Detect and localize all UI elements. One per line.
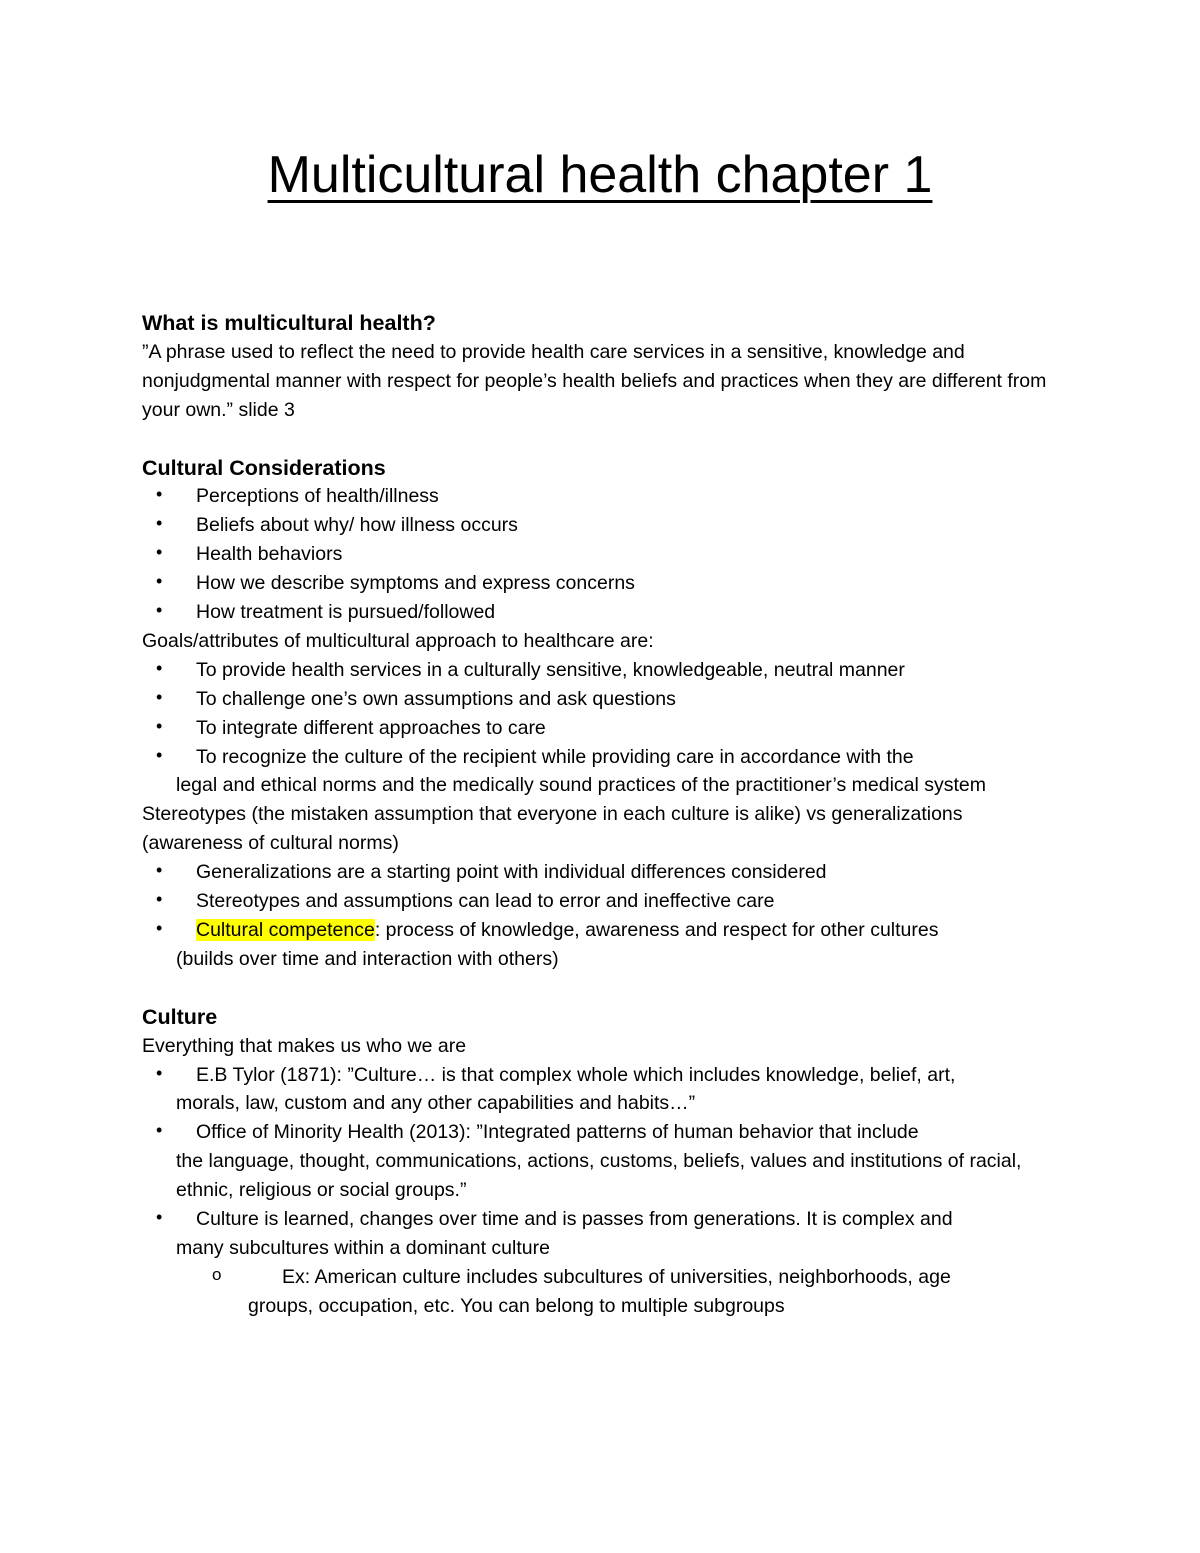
bullet-icon: • <box>156 1062 163 1083</box>
document-title: Multicultural health chapter 1 <box>267 146 933 204</box>
list-item: • How we describe symptoms and express concerns <box>142 569 1062 598</box>
document-body <box>142 309 1062 1321</box>
sub-list-item: o Ex: American culture includes subcultures of universities, neighborhoods, age groups, occupation, etc. You can belong to multiple subgroups <box>142 1263 1062 1321</box>
list-item: • How treatment is pursued/followed <box>142 598 1062 627</box>
list-item: • To provide health services in a culturally sensitive, knowledgeable, neutral manner <box>142 656 1062 685</box>
bullet-icon: • <box>156 1120 163 1141</box>
culture-sublist <box>196 1263 1062 1321</box>
bullet-icon: • <box>156 744 163 765</box>
stereotypes-list <box>142 858 1062 974</box>
bullet-icon: • <box>156 513 163 534</box>
list-item: • Cultural competence: process of knowledge, awareness and respect for other cultures (builds over time and interaction with others) <box>142 916 1062 974</box>
list-item: • To recognize the culture of the recipient while providing care in accordance with the legal and ethical norms and the medically sound practices of the practitioner’s medical system <box>142 743 1062 801</box>
considerations-list <box>142 482 1062 627</box>
culture-list <box>142 1061 1062 1321</box>
section-heading-culture: Culture <box>142 1004 218 1029</box>
definition-quote: ”A phrase used to reflect the need to provide health care services in a sensitive, knowledge and nonjudgmental manner with respect for people’s health beliefs and practices when they are different from your own.” slide 3 <box>142 340 1047 421</box>
list-item: • E.B Tylor (1871): ”Culture… is that complex whole which includes knowledge, belief, art, morals, law, custom and any other capabilities and habits…” <box>142 1061 1062 1119</box>
stereotypes-intro: Stereotypes (the mistaken assumption that everyone in each culture is alike) vs generalizations (awareness of cultural norms) <box>142 803 963 855</box>
bullet-icon: • <box>156 571 163 592</box>
bullet-icon: • <box>156 860 163 881</box>
bullet-icon: • <box>156 484 163 505</box>
list-item: • Perceptions of health/illness <box>142 482 1062 511</box>
list-item: • Beliefs about why/ how illness occurs <box>142 511 1062 540</box>
goals-list <box>142 656 1062 801</box>
list-item: • Office of Minority Health (2013): ”Integrated patterns of human behavior that include the language, thought, communications, actions, customs, beliefs, values and institutions of racial, ethnic, religious or social groups.” <box>142 1118 1062 1205</box>
list-item: • Generalizations are a starting point with individual differences considered <box>142 858 1062 887</box>
list-item: • Culture is learned, changes over time and is passes from generations. It is complex and many subcultures within a dominant culture o Ex: American culture includes subcultures of universities, neighborhoods, age groups, occupation, etc. You can belong to multiple subgroups <box>142 1205 1062 1321</box>
highlighted-term: Cultural competence <box>196 919 375 942</box>
circle-bullet-icon: o <box>212 1264 222 1284</box>
bullet-icon: • <box>156 889 163 910</box>
list-item: • Stereotypes and assumptions can lead to error and ineffective care <box>142 887 1062 916</box>
section-heading-cultural-considerations: Cultural Considerations <box>142 455 386 480</box>
goals-intro: Goals/attributes of multicultural approach to healthcare are: <box>142 629 654 652</box>
bullet-icon: • <box>156 1207 163 1228</box>
bullet-icon: • <box>156 715 163 736</box>
bullet-icon: • <box>156 918 163 939</box>
bullet-icon: • <box>156 686 163 707</box>
list-item: • To challenge one’s own assumptions and ask questions <box>142 685 1062 714</box>
bullet-icon: • <box>156 600 163 621</box>
culture-intro: Everything that makes us who we are <box>142 1034 467 1057</box>
bullet-icon: • <box>156 657 163 678</box>
list-item: • To integrate different approaches to care <box>142 714 1062 743</box>
section-heading-what-is: What is multicultural health? <box>142 311 436 335</box>
bullet-icon: • <box>156 542 163 563</box>
list-item: • Health behaviors <box>142 540 1062 569</box>
